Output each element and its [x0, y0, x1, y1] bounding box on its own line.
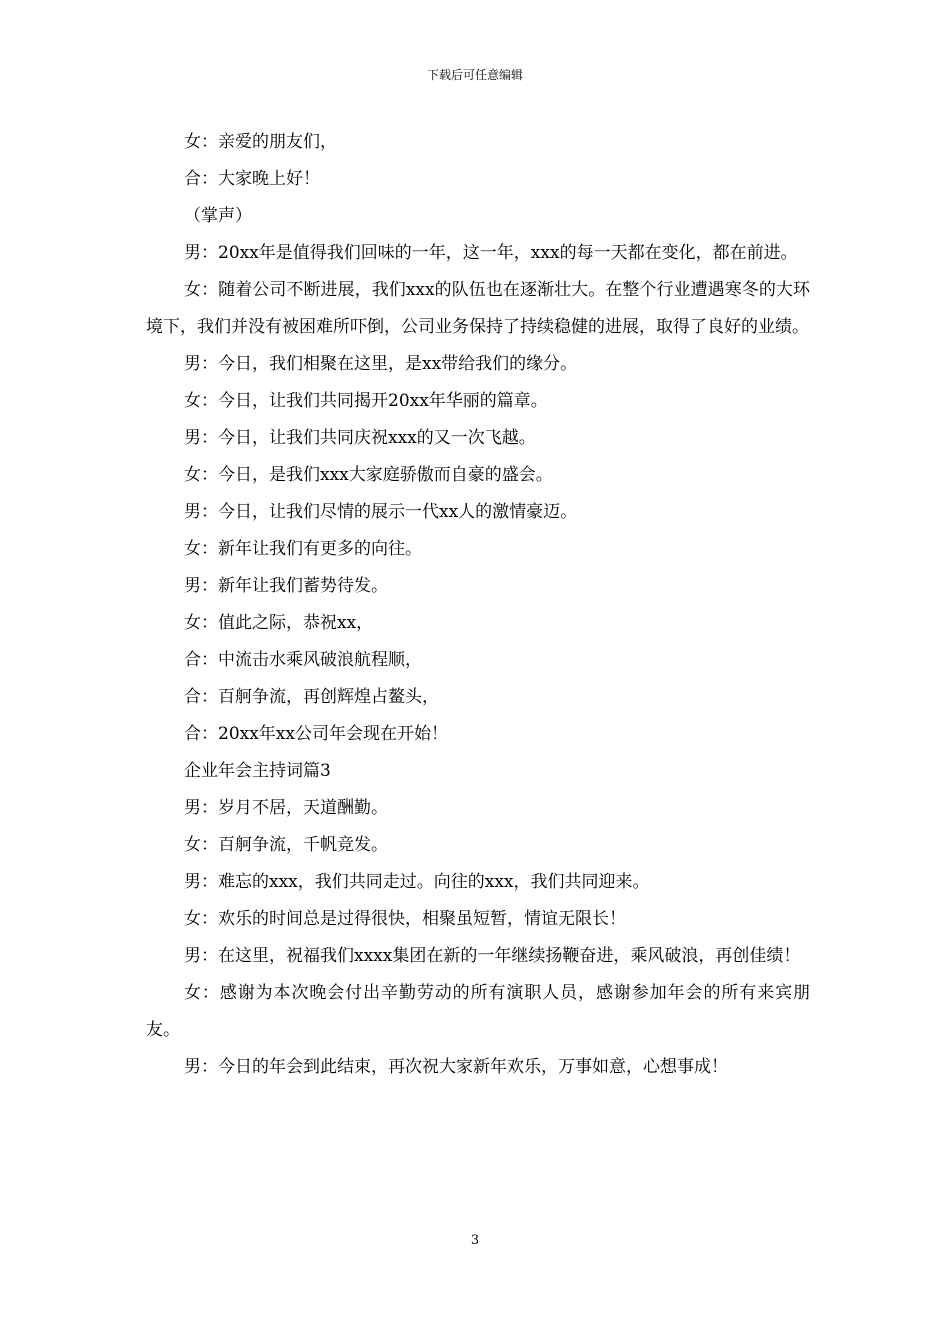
section-heading: 企业年会主持词篇3 [184, 761, 331, 781]
paragraph: 女：感谢为本次晚会付出辛勤劳动的所有演职人员，感谢参加年会的所有来宾朋友。 [146, 983, 810, 1040]
paragraph: 女：新年让我们有更多的向往。 [184, 539, 422, 559]
paragraph: 男：今日的年会到此结束，再次祝大家新年欢乐，万事如意，心想事成！ [184, 1057, 728, 1077]
paragraph: 女：欢乐的时间总是过得很快，相聚虽短暂，情谊无限长！ [184, 909, 626, 929]
paragraph: 合：百舸争流，再创辉煌占鳌头， [184, 687, 439, 707]
paragraph: 女：亲爱的朋友们， [184, 132, 337, 152]
paragraph: （掌声） [184, 206, 252, 226]
document-body [146, 124, 810, 1086]
paragraph: 男：新年让我们蓄势待发。 [184, 576, 388, 596]
paragraph: 合：中流击水乘风破浪航程顺， [184, 650, 422, 670]
paragraph: 男：岁月不居，天道酬勤。 [184, 798, 388, 818]
paragraph: 女：随着公司不断进展，我们xxx的队伍也在逐渐壮大。在整个行业遭遇寒冬的大环境下，我们并没有被困难所吓倒，公司业务保持了持续稳健的进展，取得了良好的业绩。 [146, 280, 810, 337]
paragraph: 男：今日，让我们尽情的展示一代xx人的激情豪迈。 [184, 502, 578, 522]
paragraph: 合：大家晚上好！ [184, 169, 320, 189]
page-header-note: 下载后可任意编辑 [426, 68, 523, 82]
page-number: 3 [470, 1233, 480, 1248]
paragraph: 女：今日，是我们xxx大家庭骄傲而自豪的盛会。 [184, 465, 553, 485]
paragraph: 女：值此之际，恭祝xx， [184, 613, 374, 633]
paragraph: 男：在这里，祝福我们xxxx集团在新的一年继续扬鞭奋进，乘风破浪，再创佳绩！ [184, 946, 801, 966]
paragraph: 男：难忘的xxx，我们共同走过。向往的xxx，我们共同迎来。 [184, 872, 650, 892]
paragraph: 女：今日，让我们共同揭开20xx年华丽的篇章。 [184, 391, 548, 411]
paragraph: 男：20xx年是值得我们回味的一年，这一年，xxx的每一天都在变化，都在前进。 [184, 243, 798, 263]
paragraph: 合：20xx年xx公司年会现在开始！ [184, 724, 448, 744]
paragraph: 女：百舸争流，千帆竞发。 [184, 835, 388, 855]
paragraph: 男：今日，我们相聚在这里，是xx带给我们的缘分。 [184, 354, 578, 374]
paragraph: 男：今日，让我们共同庆祝xxx的又一次飞越。 [184, 428, 536, 448]
